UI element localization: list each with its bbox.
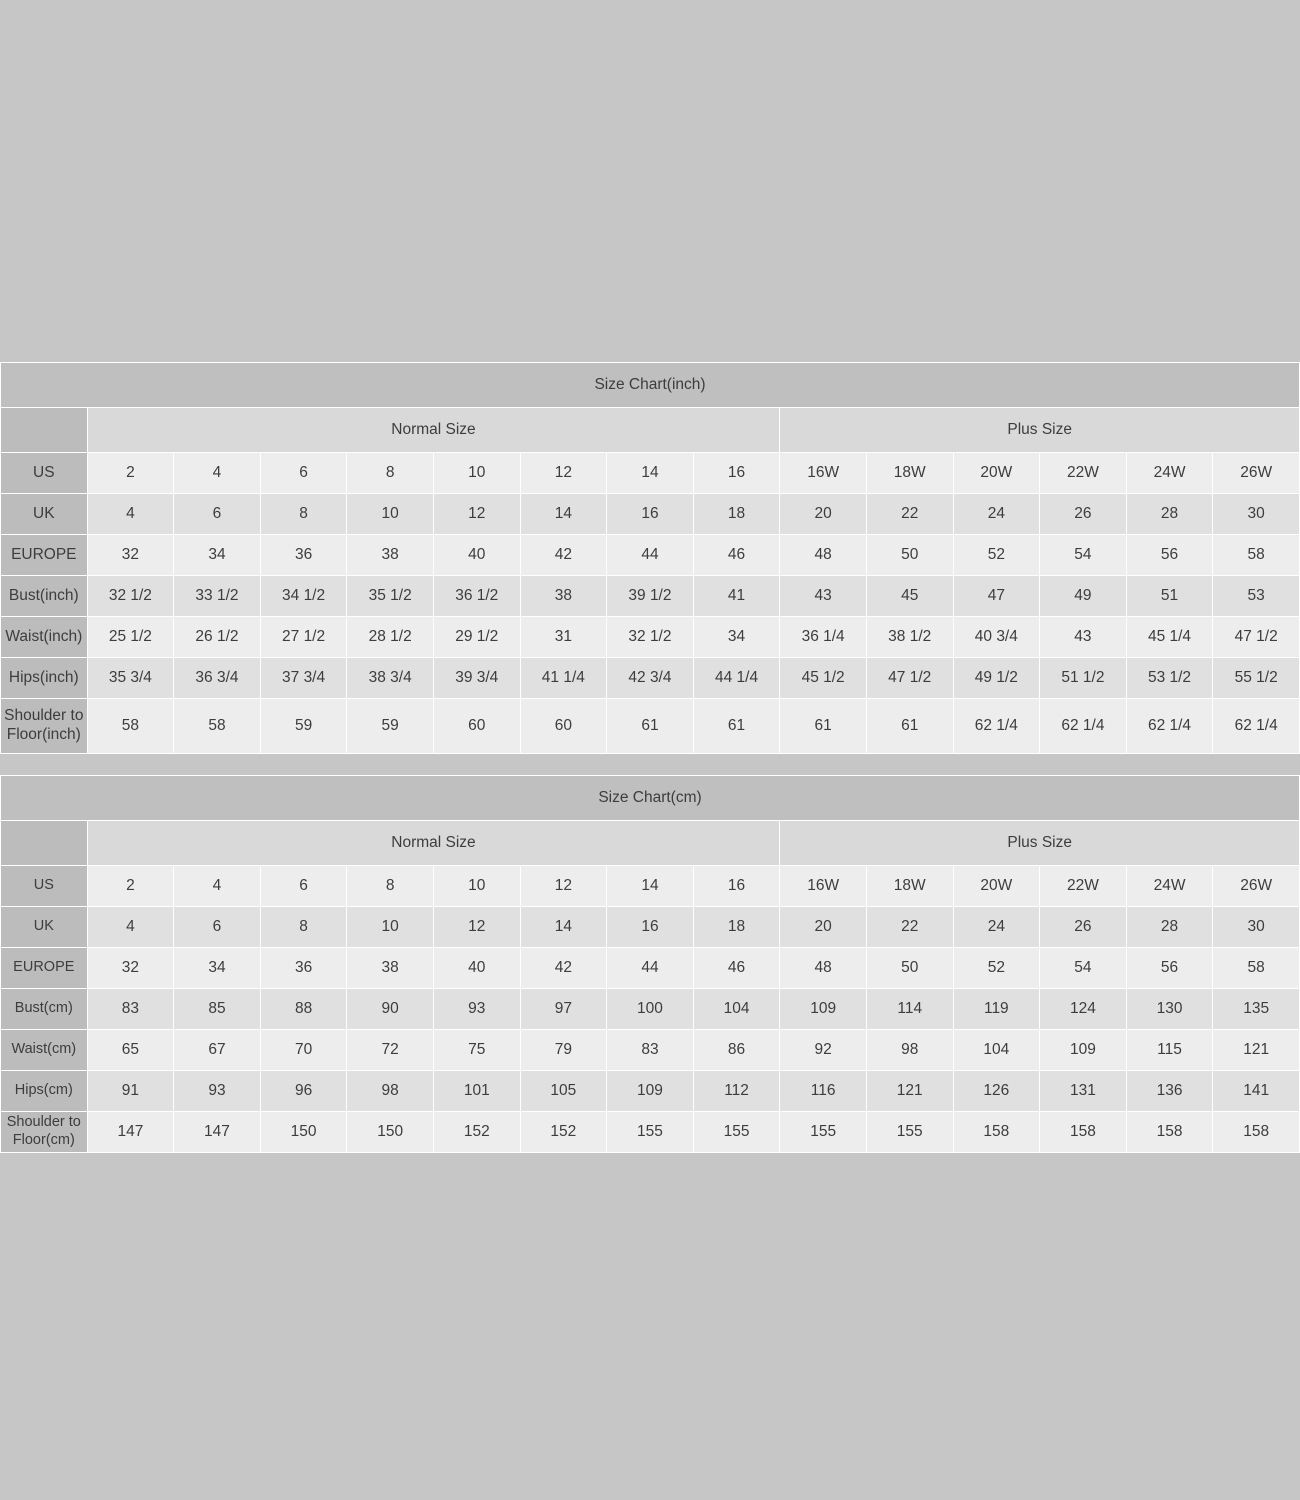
row-label: EUROPE: [1, 535, 88, 576]
table-cell: 25 1/2: [87, 617, 174, 658]
row-label: Bust(cm): [1, 989, 88, 1030]
table-cell: 36: [260, 948, 347, 989]
size-table-cm-body: [1, 776, 1300, 1153]
table-cell: 31: [520, 617, 607, 658]
table-cell: 41 1/4: [520, 658, 607, 699]
row-label: Shoulder to Floor(inch): [1, 699, 88, 754]
table-cell: 51: [1126, 576, 1213, 617]
row-label: Waist(inch): [1, 617, 88, 658]
table-cell: 54: [1040, 948, 1127, 989]
table-cell: 88: [260, 989, 347, 1030]
table-cell: 24: [953, 494, 1040, 535]
table-cell: 70: [260, 1030, 347, 1071]
table-cell: 155: [866, 1112, 953, 1153]
table-cell: 8: [260, 907, 347, 948]
table-cell: 96: [260, 1071, 347, 1112]
table-cell: 38 3/4: [347, 658, 434, 699]
table-cell: 86: [693, 1030, 780, 1071]
table-cell: 42: [520, 948, 607, 989]
table-cell: 40 3/4: [953, 617, 1040, 658]
table-cell: 38 1/2: [866, 617, 953, 658]
table-cell: 24W: [1126, 453, 1213, 494]
table-cell: 16: [693, 866, 780, 907]
table-cell: 4: [174, 866, 261, 907]
row-label: Bust(inch): [1, 576, 88, 617]
table-cell: 14: [607, 453, 694, 494]
row-label: US: [1, 866, 88, 907]
table-cell: 35 1/2: [347, 576, 434, 617]
table-cell: 65: [87, 1030, 174, 1071]
row-label: Shoulder to Floor(cm): [1, 1112, 88, 1153]
table-cell: 4: [174, 453, 261, 494]
table-cell: 35 3/4: [87, 658, 174, 699]
table-cell: 92: [780, 1030, 867, 1071]
table-cell: 126: [953, 1071, 1040, 1112]
table-cell: 32: [87, 948, 174, 989]
chart-title: Size Chart(inch): [1, 363, 1300, 408]
table-cell: 62 1/4: [1213, 699, 1300, 754]
table-cell: 12: [433, 907, 520, 948]
table-cell: 42: [520, 535, 607, 576]
table-cell: 32: [87, 535, 174, 576]
table-cell: 48: [780, 948, 867, 989]
table-cell: 62 1/4: [1040, 699, 1127, 754]
table-cell: 16W: [780, 453, 867, 494]
table-cell: 43: [1040, 617, 1127, 658]
table-cell: 16W: [780, 866, 867, 907]
table-cell: 46: [693, 535, 780, 576]
table-cell: 36: [260, 535, 347, 576]
table-cell: 28 1/2: [347, 617, 434, 658]
table-cell: 28: [1126, 494, 1213, 535]
table-cell: 34: [174, 535, 261, 576]
table-row: [1, 1071, 1300, 1112]
chart-title: Size Chart(cm): [1, 776, 1300, 821]
table-cell: 36 1/4: [780, 617, 867, 658]
table-cell: 30: [1213, 494, 1300, 535]
table-cell: 40: [433, 535, 520, 576]
table-cell: 44 1/4: [693, 658, 780, 699]
table-cell: 50: [866, 948, 953, 989]
size-table-cm: [0, 775, 1300, 1153]
group-header-cell: Plus Size: [780, 821, 1300, 866]
row-label: Waist(cm): [1, 1030, 88, 1071]
table-cell: 155: [607, 1112, 694, 1153]
table-cell: 109: [1040, 1030, 1127, 1071]
table-cell: 104: [693, 989, 780, 1030]
table-cell: 62 1/4: [1126, 699, 1213, 754]
group-header-cell: Plus Size: [780, 408, 1300, 453]
table-cell: 47 1/2: [1213, 617, 1300, 658]
table-cell: 59: [347, 699, 434, 754]
table-cell: 152: [433, 1112, 520, 1153]
table-cell: 34: [174, 948, 261, 989]
table-cell: 60: [433, 699, 520, 754]
table-cell: 97: [520, 989, 607, 1030]
table-cell: 22W: [1040, 866, 1127, 907]
table-cell: 38: [347, 535, 434, 576]
table-cell: 121: [1213, 1030, 1300, 1071]
table-cell: 18W: [866, 453, 953, 494]
table-cell: 33 1/2: [174, 576, 261, 617]
table-cell: 91: [87, 1071, 174, 1112]
table-row: [1, 453, 1300, 494]
table-cell: 24: [953, 907, 1040, 948]
table-cell: 112: [693, 1071, 780, 1112]
table-cell: 8: [347, 866, 434, 907]
table-cell: 61: [693, 699, 780, 754]
table-cell: 53 1/2: [1126, 658, 1213, 699]
table-cell: 40: [433, 948, 520, 989]
size-chart-cm: [0, 775, 1300, 1153]
table-cell: 43: [780, 576, 867, 617]
table-cell: 101: [433, 1071, 520, 1112]
table-cell: 18W: [866, 866, 953, 907]
row-label: UK: [1, 494, 88, 535]
table-cell: 150: [347, 1112, 434, 1153]
table-cell: 42 3/4: [607, 658, 694, 699]
table-cell: 124: [1040, 989, 1127, 1030]
table-cell: 47: [953, 576, 1040, 617]
table-cell: 85: [174, 989, 261, 1030]
table-cell: 36 1/2: [433, 576, 520, 617]
table-cell: 62 1/4: [953, 699, 1040, 754]
table-cell: 93: [174, 1071, 261, 1112]
table-cell: 26: [1040, 494, 1127, 535]
table-cell: 8: [347, 453, 434, 494]
table-cell: 10: [433, 453, 520, 494]
table-cell: 38: [520, 576, 607, 617]
size-table-inch-body: [1, 363, 1300, 754]
table-row: [1, 658, 1300, 699]
table-cell: 18: [693, 494, 780, 535]
table-cell: 90: [347, 989, 434, 1030]
table-cell: 6: [174, 907, 261, 948]
table-cell: 155: [693, 1112, 780, 1153]
table-row: [1, 535, 1300, 576]
table-cell: 136: [1126, 1071, 1213, 1112]
table-cell: 52: [953, 948, 1040, 989]
table-cell: 44: [607, 535, 694, 576]
table-cell: 46: [693, 948, 780, 989]
table-cell: 109: [780, 989, 867, 1030]
table-cell: 58: [1213, 948, 1300, 989]
table-row: [1, 617, 1300, 658]
table-cell: 16: [607, 907, 694, 948]
table-row: [1, 989, 1300, 1030]
row-label: UK: [1, 907, 88, 948]
table-cell: 50: [866, 535, 953, 576]
table-cell: 56: [1126, 948, 1213, 989]
table-cell: 61: [866, 699, 953, 754]
table-row: [1, 699, 1300, 754]
table-row: [1, 494, 1300, 535]
table-cell: 22W: [1040, 453, 1127, 494]
row-label: EUROPE: [1, 948, 88, 989]
group-corner-cell: [1, 821, 88, 866]
table-cell: 121: [866, 1071, 953, 1112]
table-cell: 2: [87, 453, 174, 494]
group-header-cell: Normal Size: [87, 408, 780, 453]
table-cell: 58: [87, 699, 174, 754]
table-cell: 22: [866, 907, 953, 948]
row-label: Hips(cm): [1, 1071, 88, 1112]
table-cell: 79: [520, 1030, 607, 1071]
table-cell: 152: [520, 1112, 607, 1153]
table-cell: 49 1/2: [953, 658, 1040, 699]
table-cell: 93: [433, 989, 520, 1030]
table-cell: 12: [433, 494, 520, 535]
table-row: [1, 907, 1300, 948]
table-cell: 20: [780, 907, 867, 948]
table-cell: 131: [1040, 1071, 1127, 1112]
table-cell: 158: [1126, 1112, 1213, 1153]
table-cell: 18: [693, 907, 780, 948]
table-cell: 16: [693, 453, 780, 494]
table-cell: 16: [607, 494, 694, 535]
table-cell: 10: [433, 866, 520, 907]
table-cell: 100: [607, 989, 694, 1030]
table-cell: 34 1/2: [260, 576, 347, 617]
table-cell: 44: [607, 948, 694, 989]
table-row: [1, 576, 1300, 617]
table-row: [1, 866, 1300, 907]
table-cell: 116: [780, 1071, 867, 1112]
table-cell: 29 1/2: [433, 617, 520, 658]
table-cell: 47 1/2: [866, 658, 953, 699]
table-cell: 48: [780, 535, 867, 576]
table-cell: 52: [953, 535, 1040, 576]
table-cell: 147: [87, 1112, 174, 1153]
table-cell: 39 3/4: [433, 658, 520, 699]
table-cell: 14: [607, 866, 694, 907]
table-cell: 38: [347, 948, 434, 989]
table-cell: 147: [174, 1112, 261, 1153]
size-table-inch: [0, 362, 1300, 754]
table-cell: 45 1/2: [780, 658, 867, 699]
table-cell: 6: [260, 866, 347, 907]
table-cell: 58: [174, 699, 261, 754]
table-cell: 155: [780, 1112, 867, 1153]
table-cell: 119: [953, 989, 1040, 1030]
table-cell: 8: [260, 494, 347, 535]
table-cell: 26W: [1213, 453, 1300, 494]
table-cell: 72: [347, 1030, 434, 1071]
size-chart-inch: [0, 362, 1300, 754]
table-cell: 60: [520, 699, 607, 754]
table-cell: 105: [520, 1071, 607, 1112]
table-cell: 20: [780, 494, 867, 535]
table-cell: 115: [1126, 1030, 1213, 1071]
table-cell: 59: [260, 699, 347, 754]
table-cell: 4: [87, 907, 174, 948]
row-label: US: [1, 453, 88, 494]
table-cell: 45 1/4: [1126, 617, 1213, 658]
table-cell: 41: [693, 576, 780, 617]
row-label: Hips(inch): [1, 658, 88, 699]
table-cell: 27 1/2: [260, 617, 347, 658]
table-row: [1, 948, 1300, 989]
table-cell: 56: [1126, 535, 1213, 576]
group-header-row: [1, 408, 1300, 453]
table-cell: 98: [347, 1071, 434, 1112]
chart-title-row: [1, 776, 1300, 821]
table-cell: 61: [607, 699, 694, 754]
table-cell: 109: [607, 1071, 694, 1112]
table-cell: 158: [953, 1112, 1040, 1153]
table-cell: 24W: [1126, 866, 1213, 907]
table-cell: 30: [1213, 907, 1300, 948]
table-cell: 150: [260, 1112, 347, 1153]
table-cell: 51 1/2: [1040, 658, 1127, 699]
table-cell: 75: [433, 1030, 520, 1071]
table-cell: 28: [1126, 907, 1213, 948]
table-cell: 26W: [1213, 866, 1300, 907]
table-cell: 6: [260, 453, 347, 494]
table-cell: 98: [866, 1030, 953, 1071]
table-cell: 135: [1213, 989, 1300, 1030]
table-cell: 67: [174, 1030, 261, 1071]
chart-title-row: [1, 363, 1300, 408]
table-cell: 130: [1126, 989, 1213, 1030]
table-cell: 141: [1213, 1071, 1300, 1112]
table-cell: 83: [607, 1030, 694, 1071]
table-cell: 26 1/2: [174, 617, 261, 658]
table-cell: 53: [1213, 576, 1300, 617]
table-cell: 34: [693, 617, 780, 658]
table-cell: 10: [347, 494, 434, 535]
table-cell: 37 3/4: [260, 658, 347, 699]
table-cell: 32 1/2: [607, 617, 694, 658]
table-cell: 32 1/2: [87, 576, 174, 617]
table-cell: 114: [866, 989, 953, 1030]
table-cell: 58: [1213, 535, 1300, 576]
group-header-cell: Normal Size: [87, 821, 780, 866]
table-cell: 12: [520, 866, 607, 907]
table-row: [1, 1112, 1300, 1153]
table-cell: 20W: [953, 453, 1040, 494]
table-cell: 4: [87, 494, 174, 535]
table-cell: 22: [866, 494, 953, 535]
table-cell: 10: [347, 907, 434, 948]
table-cell: 2: [87, 866, 174, 907]
table-cell: 61: [780, 699, 867, 754]
table-cell: 45: [866, 576, 953, 617]
table-cell: 14: [520, 494, 607, 535]
table-cell: 26: [1040, 907, 1127, 948]
table-cell: 36 3/4: [174, 658, 261, 699]
table-cell: 104: [953, 1030, 1040, 1071]
table-cell: 158: [1040, 1112, 1127, 1153]
table-cell: 54: [1040, 535, 1127, 576]
table-cell: 55 1/2: [1213, 658, 1300, 699]
table-cell: 39 1/2: [607, 576, 694, 617]
table-cell: 14: [520, 907, 607, 948]
table-cell: 6: [174, 494, 261, 535]
group-corner-cell: [1, 408, 88, 453]
table-cell: 49: [1040, 576, 1127, 617]
group-header-row: [1, 821, 1300, 866]
table-cell: 83: [87, 989, 174, 1030]
table-cell: 12: [520, 453, 607, 494]
table-cell: 158: [1213, 1112, 1300, 1153]
table-row: [1, 1030, 1300, 1071]
table-cell: 20W: [953, 866, 1040, 907]
